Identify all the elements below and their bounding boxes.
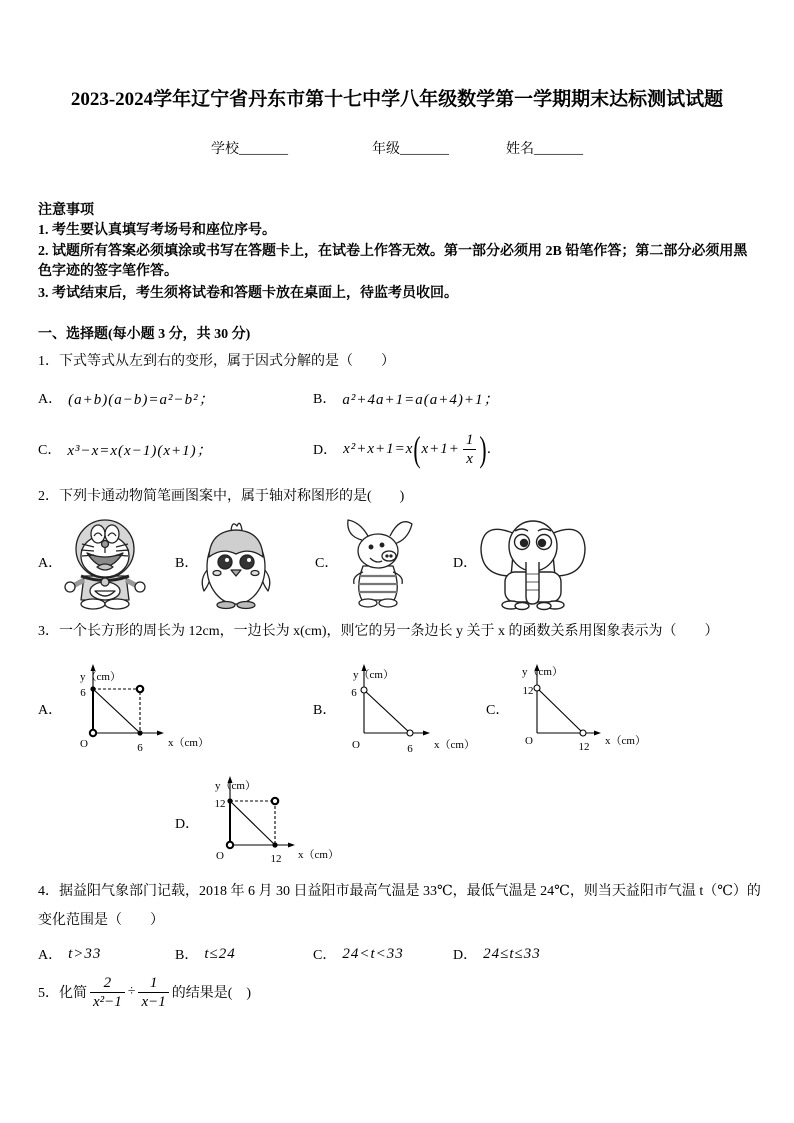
question-5-stem xyxy=(38,970,251,1014)
q4-option-d xyxy=(453,943,541,965)
right-cheek xyxy=(251,571,259,576)
x-axis-label: x（cm） xyxy=(298,849,339,861)
fraction-2 xyxy=(138,974,168,1011)
y-tick-label: 12 xyxy=(214,798,226,810)
open-point xyxy=(272,798,278,804)
left-back-foot xyxy=(515,603,529,610)
y-axis-label: y（cm） xyxy=(80,671,121,683)
function-line xyxy=(537,688,583,733)
fraction-numerator: 2 xyxy=(103,974,112,991)
note-item-1: 1. 考生要认真填写考场号和座位序号。 xyxy=(38,223,276,238)
origin-label: O xyxy=(216,850,224,862)
left-cheek xyxy=(213,571,221,576)
q1-option-c xyxy=(38,437,213,461)
question-3-stem: 3．一个长方形的周长为 12cm，一边长为 x(cm)，则它的另一条边长 y 关于 x 的函数关系用图象表示为（ ） xyxy=(38,624,719,639)
fraction-denominator: x−1 xyxy=(138,992,168,1011)
filled-point xyxy=(90,686,95,691)
left-foot xyxy=(217,602,235,609)
elephant-drawing xyxy=(475,514,591,612)
x-axis-label: x（cm） xyxy=(434,739,475,751)
option-label: A． xyxy=(38,392,63,407)
x-tick-label: 6 xyxy=(137,742,143,754)
x-tick-label: 12 xyxy=(578,741,590,753)
y-tick-label: 12 xyxy=(522,685,534,697)
question-1-stem: 1．下式等式从左到右的变形，属于因式分解的是（ ） xyxy=(38,354,395,369)
fraction-1 xyxy=(90,974,125,1011)
fraction-denominator: x²−1 xyxy=(90,992,125,1011)
robot-cat-drawing xyxy=(60,514,150,612)
graph-option-b xyxy=(345,660,485,760)
nose xyxy=(102,541,109,548)
close-parenthesis: ) xyxy=(479,429,487,469)
function-line xyxy=(93,689,140,733)
right-foot xyxy=(379,599,397,607)
fraction-numerator: 1 xyxy=(465,431,474,448)
right-hand xyxy=(135,582,145,592)
question-4-stem: 4．据益阳气象部门记载，2018 年 6 月 30 日益阳市最高气温是 33℃，最低气温是 24℃，则当天益阳市气温 t（℃）的 xyxy=(38,884,761,899)
expression-lhs: x²+x+1=x xyxy=(343,440,414,457)
right-foot xyxy=(105,599,129,609)
q4-option-a xyxy=(38,943,101,965)
left-foot xyxy=(359,599,377,607)
note-item-3: 3. 考试结束后，考生须将试卷和答题卡放在桌面上，待监考员收回。 xyxy=(38,286,458,301)
option-label: B． xyxy=(313,392,337,407)
notes-heading: 注意事项 xyxy=(38,203,94,218)
q1-option-a xyxy=(38,386,215,410)
filled-point xyxy=(227,798,232,803)
question-2-stem: 2．下列卡通动物简笔画图案中，属于轴对称图形的是( ) xyxy=(38,489,405,504)
tongue xyxy=(97,564,113,570)
x-axis-arrow xyxy=(157,731,164,736)
option-expression: t≤24 xyxy=(204,945,236,962)
option-label: D． xyxy=(313,443,338,458)
section-heading: 一、选择题(每小题 3 分，共 30 分) xyxy=(38,327,251,342)
x-tick-label: 12 xyxy=(270,853,282,865)
expression-tail: . xyxy=(487,440,493,457)
question-5-prefix: 5．化简 xyxy=(38,986,87,1001)
open-parenthesis: ( xyxy=(413,429,422,469)
fraction xyxy=(463,431,477,468)
left-eye xyxy=(369,545,373,549)
function-line xyxy=(364,690,410,733)
fraction-denominator: x xyxy=(463,449,476,468)
graph-option-c xyxy=(515,660,655,760)
penguin-drawing xyxy=(198,517,274,613)
function-line xyxy=(230,801,275,845)
q1-option-b xyxy=(313,386,499,410)
open-point xyxy=(361,687,367,693)
origin-open-point xyxy=(227,842,233,848)
option-label: A． xyxy=(38,948,63,963)
graph-option-d xyxy=(205,772,345,872)
option-expression: 24≤t≤33 xyxy=(483,945,541,962)
y-axis-label: y（cm） xyxy=(353,669,394,681)
bell xyxy=(101,578,109,586)
origin-label: O xyxy=(80,738,88,750)
grade-field: 年级_______ xyxy=(372,142,449,157)
x-axis-arrow xyxy=(423,731,430,736)
right-eye xyxy=(105,525,119,543)
question-4-stem-continued: 变化范围是（ ） xyxy=(38,913,164,928)
q3-option-d-label: D． xyxy=(175,817,200,832)
option-label: B． xyxy=(175,948,199,963)
open-point xyxy=(407,730,413,736)
trunk xyxy=(526,562,539,604)
q3-option-a-label: A． xyxy=(38,703,63,718)
left-eye xyxy=(91,525,105,543)
x-axis-arrow xyxy=(288,843,295,848)
filled-point xyxy=(137,730,142,735)
option-label: C． xyxy=(38,443,62,458)
piglet-drawing xyxy=(338,514,414,612)
note-item-2: 2. 试题所有答案必须填涂或书写在答题卡上，在试卷上作答无效。第一部分必须用 2B 铅笔作答；第二部分必须用黑 xyxy=(38,244,748,259)
question-5-suffix: 的结果是( ) xyxy=(171,986,252,1001)
exam-title: 2023-2024学年辽宁省丹东市第十七中学八年级数学第一学期期末达标测试试题 xyxy=(70,89,724,110)
option-expression: 24<t<33 xyxy=(342,945,404,962)
left-ear xyxy=(348,520,368,540)
filled-point xyxy=(272,842,277,847)
note-item-2-continued: 色字迹的签字笔作答。 xyxy=(38,264,178,279)
q4-option-c xyxy=(313,943,404,965)
open-point xyxy=(580,730,586,736)
graph-option-a xyxy=(72,660,217,760)
q3-option-b-label: B． xyxy=(313,703,337,718)
x-tick-label: 6 xyxy=(407,743,413,755)
x-axis-label: x（cm） xyxy=(605,735,646,747)
origin-label: O xyxy=(352,739,360,751)
origin-open-point xyxy=(90,730,96,736)
open-point xyxy=(534,685,540,691)
name-field: 姓名_______ xyxy=(506,142,583,157)
y-tick-label: 6 xyxy=(351,687,357,699)
q2-option-c-label: C． xyxy=(315,556,339,571)
right-eye xyxy=(240,555,254,569)
right-back-foot xyxy=(537,603,551,610)
y-axis-label: y（cm） xyxy=(215,780,256,792)
option-expression: x³−x=x(x−1)(x+1)； xyxy=(67,442,213,459)
expression-inner: x+1+ xyxy=(421,440,460,457)
q1-option-d xyxy=(313,427,492,471)
option-label: C． xyxy=(313,948,337,963)
school-field: 学校_______ xyxy=(211,142,288,157)
q2-option-a-label: A． xyxy=(38,556,63,571)
y-axis-arrow xyxy=(91,664,96,671)
option-expression: t>33 xyxy=(68,945,102,962)
open-point xyxy=(137,686,143,692)
option-expression: (a+b)(a−b)=a²−b²； xyxy=(68,391,215,408)
snout xyxy=(382,551,396,561)
left-hand xyxy=(65,582,75,592)
divide-operator: ÷ xyxy=(127,984,136,999)
x-axis-arrow xyxy=(594,731,601,736)
right-foot xyxy=(237,602,255,609)
q2-option-d-label: D． xyxy=(453,556,478,571)
y-axis-label: y（cm） xyxy=(522,666,563,678)
option-label: D． xyxy=(453,948,478,963)
q4-option-b xyxy=(175,943,236,965)
x-axis-label: x（cm） xyxy=(168,737,209,749)
q3-option-c-label: C． xyxy=(486,703,510,718)
y-tick-label: 6 xyxy=(80,687,86,699)
left-eye xyxy=(218,555,232,569)
right-eye xyxy=(380,543,384,547)
origin-label: O xyxy=(525,735,533,747)
left-foot xyxy=(81,599,105,609)
option-expression: a²+4a+1=a(a+4)+1； xyxy=(342,391,500,408)
head-cap xyxy=(209,530,263,557)
fraction-numerator: 1 xyxy=(149,974,158,991)
q2-option-b-label: B． xyxy=(175,556,199,571)
